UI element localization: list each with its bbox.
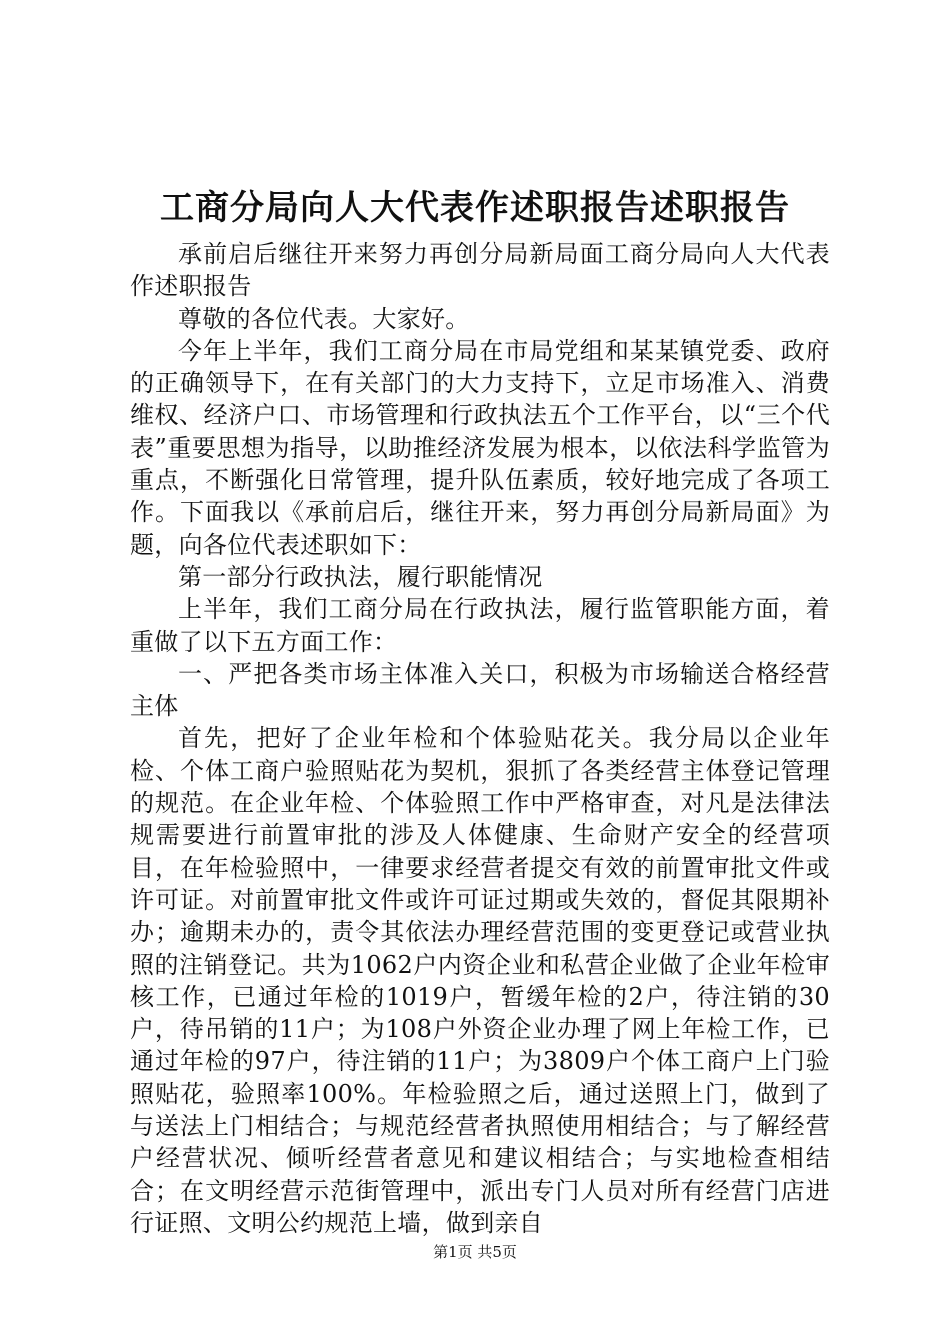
paragraph-section-intro: 上半年，我们工商分局在行政执法，履行监管职能方面，着重做了以下五方面工作： (130, 595, 830, 656)
document-body (130, 238, 830, 1239)
paragraph-item-body: 首先，把好了企业年检和个体验贴花关。我分局以企业年检、个体工商户验照贴花为契机，狠抓了各类经营主体登记管理的规范。在企业年检、个体验照工作中严格审查，对凡是法律法规需要进行前置审批的涉及人体健康、生命财产安全的经营项目，在年检验照中，一律要求经营者提交有效的前置审批文件或许可证。对前置审批文件或许可证过期或失效的，督促其限期补办；逾期未办的，责令其依法办理经营范围的变更登记或营业执照的注销登记。共为1062户内资企业和私营企业做了企业年检审核工作，已通过年检的1019户，暂缓年检的2户，待注销的30户，待吊销的11户；为108户外资企业办理了网上年检工作，已通过年检的97户，待注销的11户；为3809户个体工商户上门验照贴花，验照率100%。年检验照之后，通过送照上门，做到了与送法上门相结合；与规范经营者执照使用相结合；与了解经营户经营状况、倾听经营者意见和建议相结合；与实地检查相结合；在文明经营示范街管理中，派出专门人员对所有经营门店进行证照、文明公约规范上墙，做到亲自 (130, 724, 830, 1237)
paragraph-subtitle: 承前启后继往开来努力再创分局新局面工商分局向人大代表作述职报告 (130, 240, 830, 301)
paragraph-intro: 今年上半年，我们工商分局在市局党组和某某镇党委、政府的正确领导下，在有关部门的大力支持下，立足市场准入、消费维权、经济户口、市场管理和行政执法五个工作平台，以“三个代表”重要思想为指导，以助推经济发展为根本，以依法科学监管为重点，不断强化日常管理，提升队伍素质，较好地完成了各项工作。下面我以《承前启后，继往开来，努力再创分局新局面》为题，向各位代表述职如下： (130, 336, 830, 559)
paragraph-item-heading: 一、严把各类市场主体准入关口，积极为市场输送合格经营主体 (130, 659, 830, 721)
paragraph-greeting: 尊敬的各位代表。大家好。 (178, 304, 470, 333)
page-number-footer: 第1页 共5页 (433, 1243, 517, 1261)
paragraph-section-heading: 第一部分行政执法，履行职能情况 (178, 562, 543, 591)
document-title: 工商分局向人大代表作述职报告述职报告 (160, 188, 790, 228)
